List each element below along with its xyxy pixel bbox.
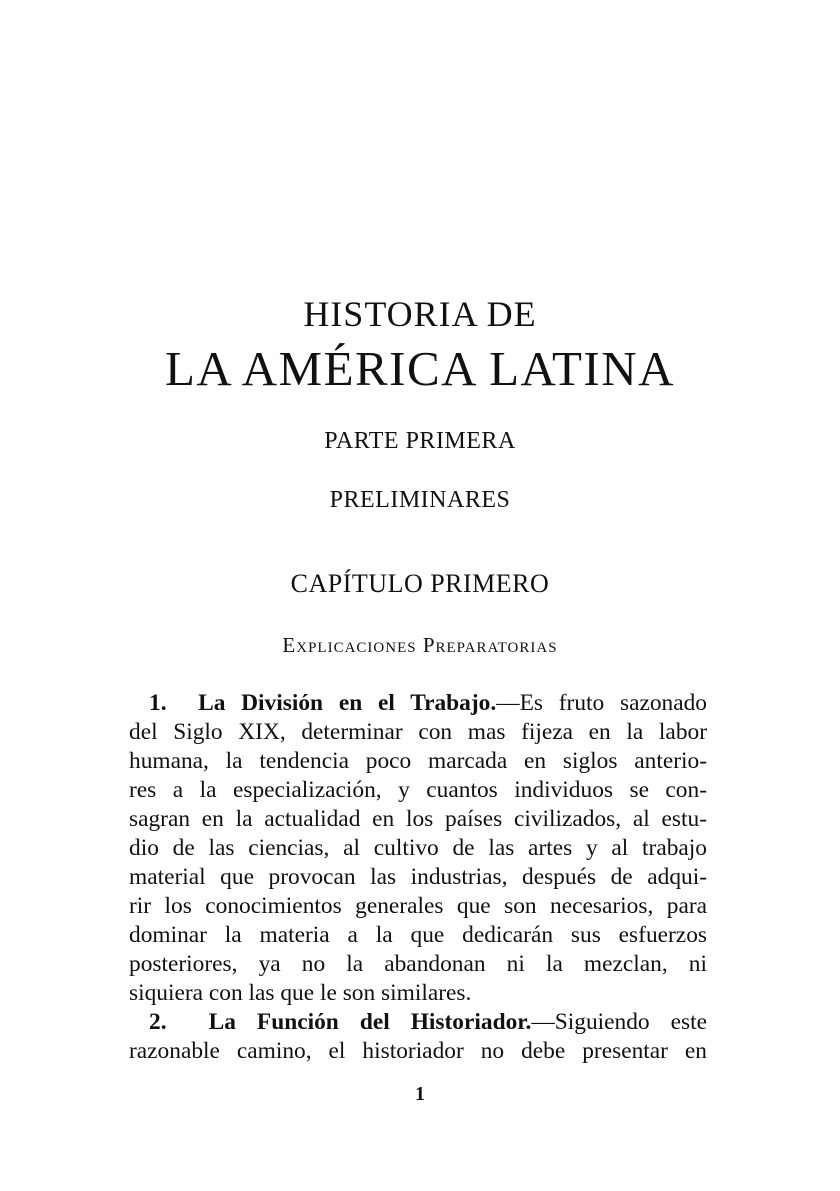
body-text — [129, 689, 707, 1066]
paragraph-line: siquiera con las que le son similares. — [129, 980, 472, 1006]
paragraph-heading: La Función del Historiador. — [208, 1009, 532, 1035]
book-title-line-2: LA AMÉRICA LATINA — [164, 341, 676, 396]
paragraph-number: 1. — [149, 690, 167, 716]
paragraph-line: dio de las ciencias, al cultivo de las artes y al trabajo — [129, 835, 707, 861]
page-number: 1 — [415, 1083, 425, 1105]
paragraph-line: dominar la materia a la que dedicarán sus esfuerzos — [129, 922, 707, 948]
chapter-subtitle: Explicaciones Preparatorias — [282, 633, 558, 657]
paragraph-2 — [129, 1008, 707, 1066]
paragraph-line — [129, 689, 707, 718]
chapter-heading: CAPÍTULO PRIMERO — [290, 569, 550, 598]
part-heading: PARTE PRIMERA — [324, 428, 516, 454]
paragraph-line: rir los conocimientos generales que son necesarios, para — [129, 893, 707, 919]
book-title-line-1: HISTORIA DE — [303, 294, 537, 334]
paragraph-1 — [129, 689, 707, 1008]
paragraph-text: —Es fruto sazonado — [496, 690, 708, 716]
paragraph-heading: La División en el Trabajo. — [198, 690, 497, 716]
paragraph-line: material que provocan las industrias, después de adqui- — [129, 864, 707, 890]
paragraph-line: res a la especialización, y cuantos individuos se con- — [129, 777, 707, 803]
paragraph-line: humana, la tendencia poco marcada en siglos anterio- — [129, 748, 707, 774]
paragraph-line — [129, 1008, 707, 1037]
paragraph-number: 2. — [149, 1009, 167, 1035]
paragraph-text: —Siguiendo este — [531, 1009, 708, 1035]
paragraph-line: posteriores, ya no la abandonan ni la mezclan, ni — [129, 951, 707, 977]
paragraph-line: razonable camino, el historiador no debe presentar en — [129, 1038, 707, 1064]
paragraph-line: del Siglo XIX, determinar con mas fijeza en la labor — [129, 719, 707, 745]
paragraph-line: sagran en la actualidad en los países civilizados, al estu- — [129, 806, 707, 832]
section-heading: PRELIMINARES — [329, 487, 511, 513]
